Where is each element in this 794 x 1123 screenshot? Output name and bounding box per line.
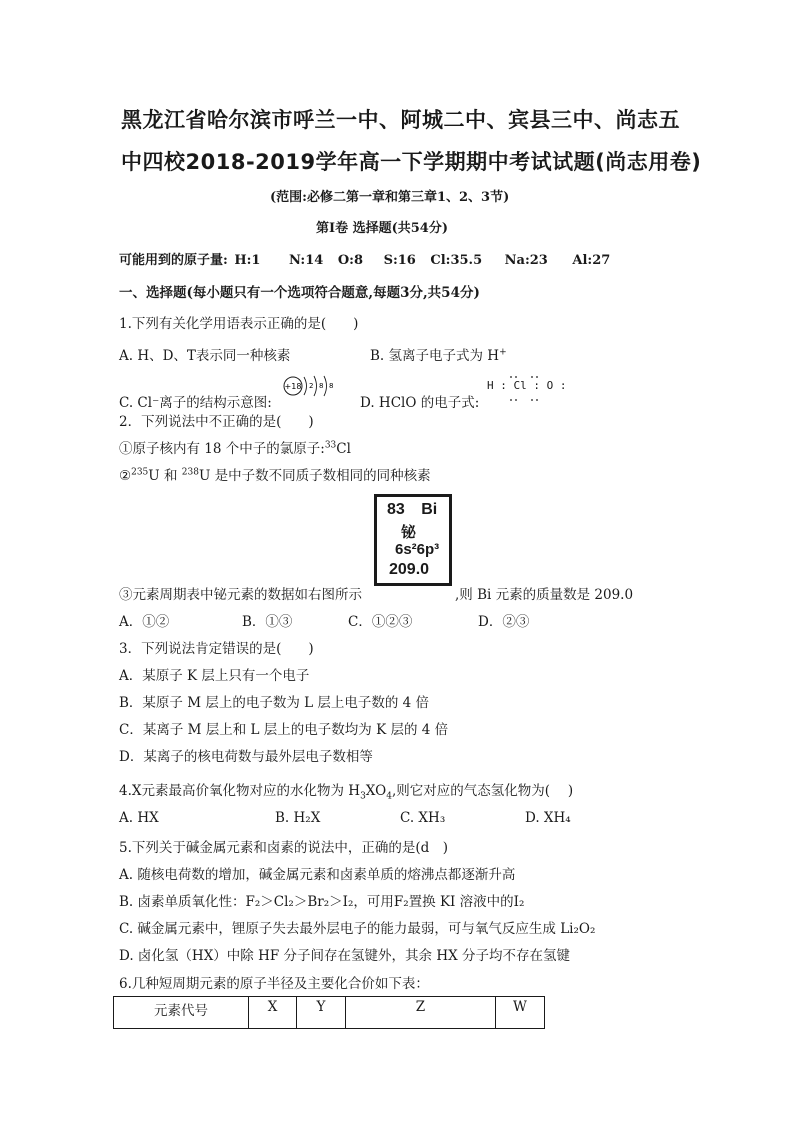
element-data-table: [113, 996, 545, 1029]
q2-option-a: A．①②: [119, 614, 170, 630]
q3-option-b: B．某原子 M 层上的电子数为 L 层上电子数的 4 倍: [119, 695, 430, 711]
q1-option-b-sup: +: [499, 347, 507, 358]
q1-option-b: [370, 344, 507, 364]
table-header-cell: W: [496, 997, 545, 1029]
q1-option-b-text: B. 氢离子电子式为 H: [370, 348, 500, 364]
q4-option-b: B. H₂X: [275, 810, 321, 826]
section-heading: 一、选择题(每小题只有一个选项符合题意,每题3分,共54分): [119, 285, 480, 301]
element-name: 铋: [401, 524, 417, 541]
q2-stem: 2．下列说法中不正确的是( ): [119, 414, 314, 430]
q4-option-c: C. XH₃: [400, 810, 446, 826]
hclo-formula-text: H : Cl : O :: [487, 379, 567, 392]
q1-option-c: C. Cl⁻离子的结构示意图:: [119, 395, 272, 411]
atomic-mass: O:8: [337, 253, 364, 268]
mass-number: 33: [324, 440, 337, 451]
q2-statement-3: ③元素周期表中铋元素的数据如右图所示: [119, 587, 362, 603]
lone-pair-dots: [487, 374, 553, 404]
paper-title-line-2: 中四校2018-2019学年高一下学期期中考试试题(尚志用卷): [121, 150, 702, 174]
q2-option-d: D．②③: [478, 614, 530, 630]
electron-configuration: 6s²6p³: [395, 541, 440, 558]
mass-number: 238: [181, 467, 199, 478]
atomic-mass: S:16: [383, 253, 416, 268]
q4-stem-text: 4.X元素最高价氧化物对应的水化物为 H: [119, 783, 361, 799]
q3-option-d: D．某离子的核电荷数与最外层电子数相等: [119, 749, 373, 765]
atomic-number: [387, 501, 437, 519]
chloride-nucleus-charge: +18: [284, 382, 302, 391]
q1-option-a: A. H、D、T表示同一种核素: [119, 348, 291, 364]
atomic-mass: Al:27: [572, 253, 611, 268]
q4-option-d: D. XH₄: [525, 810, 571, 826]
q4-option-a: A. HX: [119, 810, 159, 826]
q2-statement-3-tail: ,则 Bi 元素的质量数是 209.0: [455, 587, 634, 603]
q2-statement-1-text: ①原子核内有 18 个中子的氯原子:: [119, 441, 325, 457]
atomic-masses-label: 可能用到的原子量:: [119, 253, 228, 268]
atomic-mass: Cl:35.5: [430, 253, 483, 268]
chloride-ion-structure-diagram: [282, 374, 340, 400]
q2-statement-2: [119, 464, 431, 484]
exam-scope: (范围:必修二第一章和第三章1、2、3节): [270, 190, 510, 205]
hclo-electron-formula: [487, 374, 567, 404]
element-number: 83: [387, 501, 405, 518]
element-symbol: Cl: [336, 441, 351, 457]
q2-statement-2-end: U 是中子数不同质子数相同的同种核素: [198, 468, 431, 484]
table-header-cell: 元素代号: [114, 997, 249, 1029]
shell-electron-count: 2: [309, 382, 314, 390]
q3-option-c: C．某离子 M 层上和 L 层上的电子数均为 K 层的 4 倍: [119, 722, 449, 738]
q5-option-a: A. 随核电荷数的增加，碱金属元素和卤素单质的熔沸点都逐渐升高: [119, 867, 516, 883]
q2-statement-1: [119, 437, 351, 457]
atomic-mass: Na:23: [504, 253, 548, 268]
shell-electron-count: 8: [319, 382, 324, 390]
mass-number: 235: [131, 467, 149, 478]
q5-stem: 5.下列关于碱金属元素和卤素的说法中，正确的是(d ): [119, 840, 449, 856]
element-symbol: Bi: [421, 501, 438, 518]
paper-title-line-1: 黑龙江省哈尔滨市呼兰一中、阿城二中、宾县三中、尚志五: [121, 108, 680, 132]
shell-electron-count: 8: [329, 382, 334, 390]
q3-stem: 3．下列说法肯定错误的是( ): [119, 641, 314, 657]
subscript: 3: [360, 791, 366, 802]
q4-stem-tail: ,则它对应的气态氢化物为( ): [391, 783, 574, 799]
volume-heading: 第Ⅰ卷 选择题(共54分): [316, 221, 448, 236]
subscript: 4: [386, 791, 392, 802]
table-header-cell: Z: [346, 997, 496, 1029]
atomic-mass: H:1: [234, 253, 261, 268]
q1-stem: 1.下列有关化学用语表示正确的是( ): [119, 316, 359, 332]
q3-option-a: A．某原子 K 层上只有一个电子: [119, 668, 310, 684]
table-header-cell: X: [249, 997, 297, 1029]
statement-number: ②: [119, 468, 132, 484]
q5-option-d: D. 卤化氢（HX）中除 HF 分子间存在氢键外，其余 HX 分子均不存在氢键: [119, 948, 570, 964]
q2-option-b: B．①③: [242, 614, 293, 630]
table-header-cell: Y: [297, 997, 346, 1029]
atomic-mass: 209.0: [389, 561, 430, 578]
q4-stem-formula: XO: [365, 783, 387, 799]
q5-option-c: C. 碱金属元素中，锂原子失去最外层电子的能力最弱，可与氧气反应生成 Li₂O₂: [119, 921, 596, 937]
q5-option-b: B. 卤素单质氧化性：F₂＞Cl₂＞Br₂＞I₂，可用F₂置换 KI 溶液中的I₂: [119, 894, 525, 910]
q2-option-c: C．①②③: [348, 614, 413, 630]
q1-option-d: D. HClO 的电子式:: [360, 395, 480, 411]
atomic-masses-row: [119, 249, 610, 268]
atomic-mass: N:14: [289, 253, 324, 268]
bismuth-element-card: [374, 494, 452, 586]
q4-stem: [119, 779, 573, 802]
q2-statement-2-mid: U 和: [148, 468, 178, 484]
q6-stem: 6.几种短周期元素的原子半径及主要化合价如下表：: [119, 976, 429, 992]
table-row: [114, 997, 545, 1029]
